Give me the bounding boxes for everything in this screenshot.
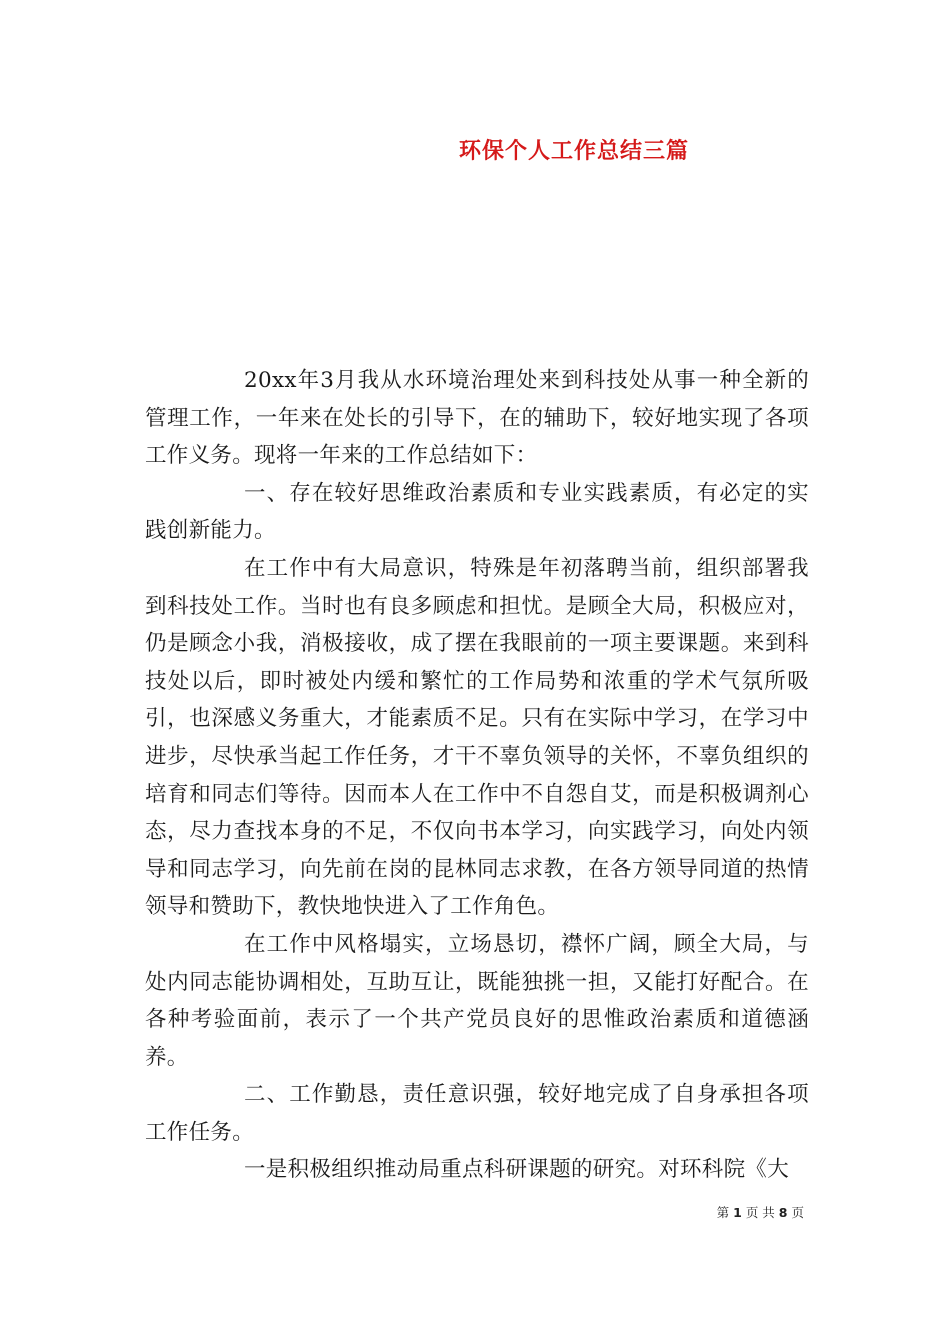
total-page-number: 8 bbox=[778, 1205, 788, 1220]
paragraph: 在工作中风格塌实，立场恳切，襟怀广阔，顾全大局，与处内同志能协调相处，互助互让，既能独挑一担，又能打好配合。在各种考验面前，表示了一个共产党员良好的思惟政治素质和道德涵养。 bbox=[145, 931, 809, 1070]
paragraph: 一、存在较好思维政治素质和专业实践素质，有必定的实践创新能力。 bbox=[145, 480, 809, 544]
document-body bbox=[145, 362, 809, 1189]
page-number-indicator bbox=[717, 1204, 804, 1222]
document-title: 环保个人工作总结三篇 bbox=[458, 138, 689, 164]
paragraph: 二、工作勤恳，责任意识强，较好地完成了自身承担各项工作任务。 bbox=[145, 1082, 809, 1145]
page-prefix: 第 bbox=[716, 1205, 730, 1220]
page-suffix: 页 bbox=[791, 1205, 804, 1220]
paragraph: 20xx年3月我从水环境治理处来到科技处从事一种全新的管理工作，一年来在处长的引导下，在的辅助下，较好地实现了各项工作义务。现将一年来的工作总结如下： bbox=[145, 368, 809, 469]
page-middle: 页 共 bbox=[745, 1205, 775, 1220]
current-page-number: 1 bbox=[733, 1205, 742, 1220]
paragraph: 一是积极组织推动局重点科研课题的研究。对环科院《大 bbox=[244, 1157, 790, 1183]
paragraph: 在工作中有大局意识，特殊是年初落聘当前，组织部署我到科技处工作。当时也有良多顾虑和担忧。是顾全大局，积极应对，仍是顾念小我，消极接收，成了摆在我眼前的一项主要课题。来到科技处以后，即时被处内缓和繁忙的工作局势和浓重的学术气氛所吸引，也深感义务重大，才能素质不足。只有在实际中学习，在学习中进步，尽快承当起工作任务，才干不辜负领导的关怀，不辜负组织的培育和同志们等待。因而本人在工作中不自怨自艾，而是积极调剂心态，尽力查找本身的不足，不仅向书本学习，向实践学习，向处内领导和同志学习，向先前在岗的昆林同志求教，在各方领导同道的热情领导和赞助下，教快地快进入了工作角色。 bbox=[145, 555, 809, 920]
